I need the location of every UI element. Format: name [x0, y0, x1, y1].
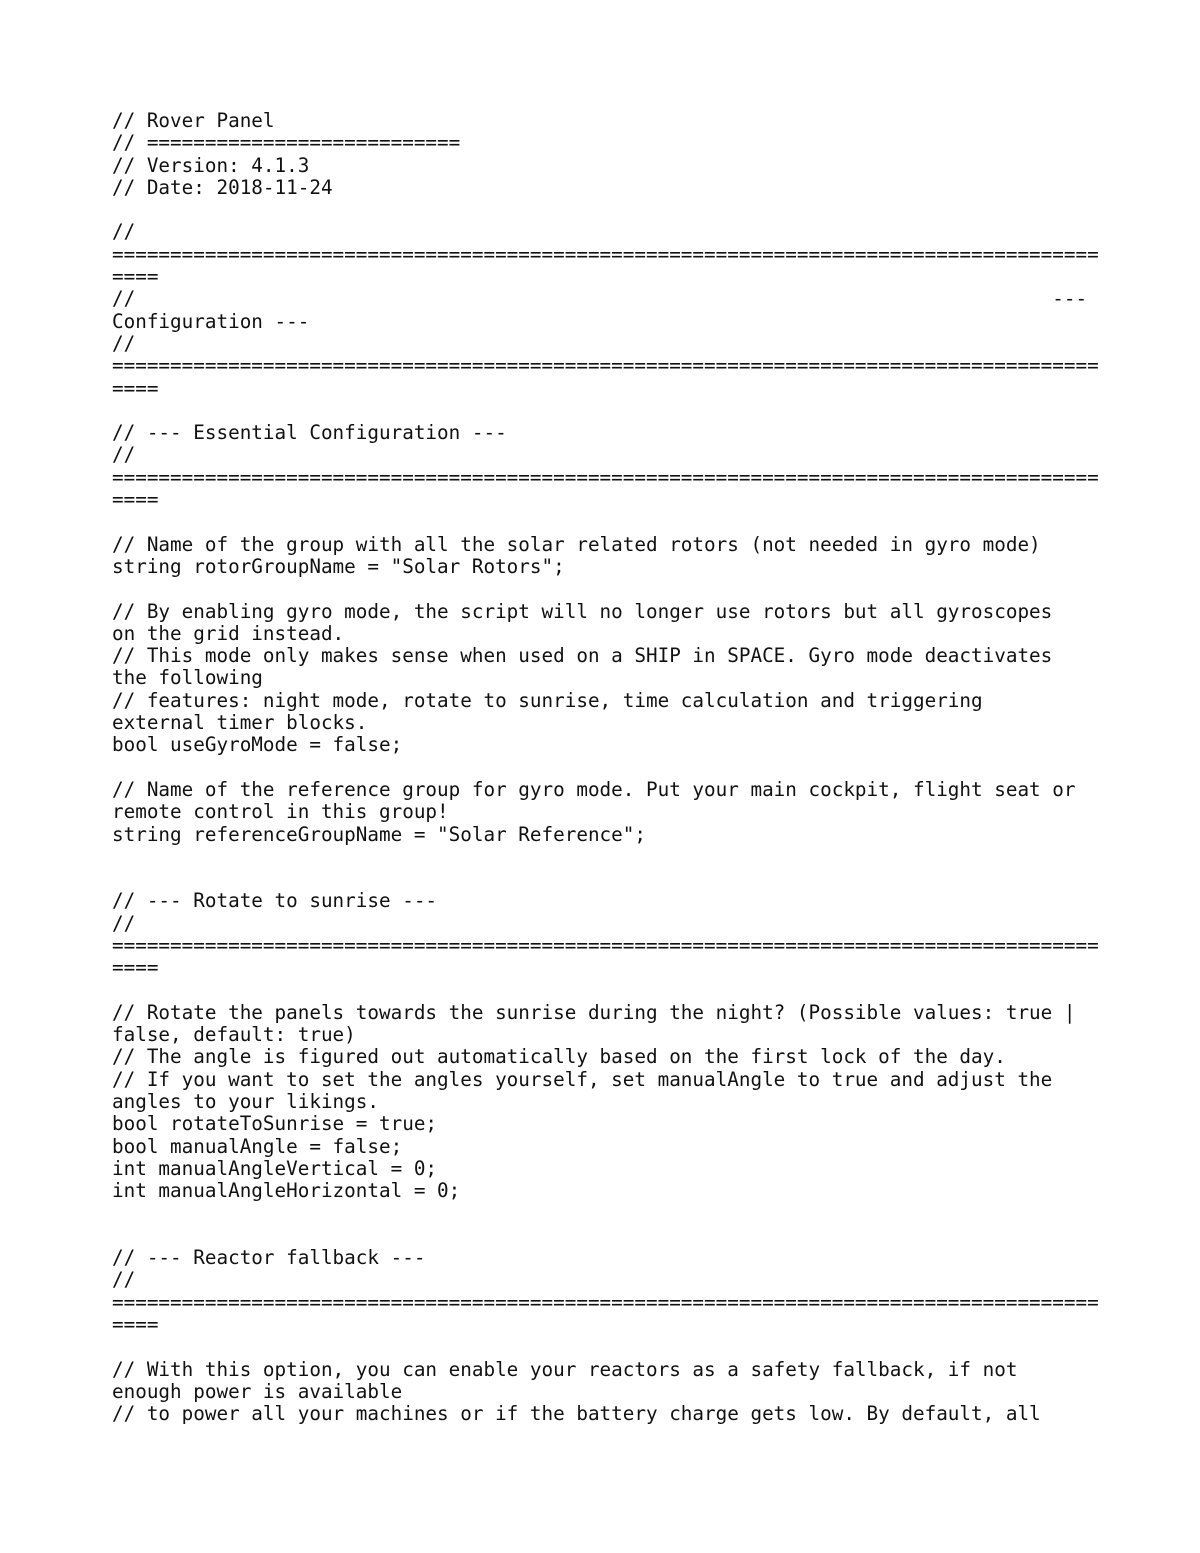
code-line: ==== — [112, 265, 159, 289]
code-line: // --- Essential Configuration --- — [112, 421, 507, 445]
code-line: // --- Reactor fallback --- — [112, 1246, 426, 1270]
code-line: // Name of the reference group for gyro mode. Put your main cockpit, flight seat or — [112, 777, 1076, 801]
code-line: int manualAngleVertical = 0; — [112, 1156, 438, 1180]
code-line: bool rotateToSunrise = true; — [112, 1112, 438, 1136]
code-line: // By enabling gyro mode, the script will no longer use rotors but all gyroscopes — [112, 599, 1053, 623]
code-line: // — [112, 443, 136, 467]
code-line: ==== — [112, 376, 159, 400]
code-line: ===================================================================================== — [112, 242, 1099, 266]
code-line: bool manualAngle = false; — [112, 1134, 403, 1158]
code-line: ===================================================================================== — [112, 465, 1099, 489]
code-line — [112, 578, 1102, 600]
code-line — [112, 1225, 1102, 1247]
code-line: // With this option, you can enable your reactors as a safety fallback, if not — [112, 1357, 1018, 1381]
code-line: // — [112, 331, 136, 355]
code-line: // — [112, 911, 136, 935]
code-line: // The angle is figured out automatically based on the first lock of the day. — [112, 1045, 1006, 1069]
code-line — [112, 757, 1102, 779]
code-line: // — [112, 1268, 136, 1292]
code-line: false, default: true) — [112, 1023, 356, 1047]
code-line: Configuration --- — [112, 309, 310, 333]
code-line — [112, 1336, 1102, 1358]
code-line: // — [112, 220, 136, 244]
code-line: // Date: 2018-11-24 — [112, 175, 333, 199]
code-line: the following — [112, 666, 263, 690]
code-line: // =========================== — [112, 131, 461, 155]
code-line: ===================================================================================== — [112, 1290, 1099, 1314]
code-line: // Rover Panel — [112, 109, 275, 132]
code-line: // If you want to set the angles yourself, set manualAngle to true and adjust the — [112, 1067, 1053, 1091]
code-line: // Rotate the panels towards the sunrise during the night? (Possible values: true | — [112, 1000, 1076, 1024]
code-line — [112, 199, 1102, 221]
code-listing — [112, 110, 1102, 1426]
code-line: on the grid instead. — [112, 621, 345, 645]
code-line — [112, 1203, 1102, 1225]
code-line: external timer blocks. — [112, 711, 368, 735]
code-line: ==== — [112, 488, 159, 512]
code-line: bool useGyroMode = false; — [112, 733, 403, 757]
code-line — [112, 511, 1102, 533]
code-line: // --- — [112, 287, 1088, 311]
code-line: ===================================================================================== — [112, 354, 1099, 378]
code-line: // --- Rotate to sunrise --- — [112, 889, 438, 913]
code-line: ==== — [112, 956, 159, 980]
code-line — [112, 400, 1102, 422]
code-line: // Version: 4.1.3 — [112, 153, 310, 177]
code-line: // features: night mode, rotate to sunrise, time calculation and triggering — [112, 688, 983, 712]
code-line — [112, 846, 1102, 868]
code-line: ===================================================================================== — [112, 933, 1099, 957]
code-line — [112, 980, 1102, 1002]
code-line: angles to your likings. — [112, 1090, 379, 1114]
code-line: enough power is available — [112, 1379, 403, 1403]
code-line: remote control in this group! — [112, 800, 449, 824]
code-line: int manualAngleHorizontal = 0; — [112, 1179, 461, 1203]
code-line — [112, 868, 1102, 890]
code-line: string rotorGroupName = "Solar Rotors"; — [112, 554, 565, 578]
code-line: // to power all your machines or if the battery charge gets low. By default, all — [112, 1402, 1041, 1426]
code-line: string referenceGroupName = "Solar Reference"; — [112, 822, 646, 846]
code-line: // This mode only makes sense when used on a SHIP in SPACE. Gyro mode deactivates — [112, 644, 1053, 668]
code-line: ==== — [112, 1313, 159, 1337]
code-line: // Name of the group with all the solar related rotors (not needed in gyro mode) — [112, 532, 1041, 556]
